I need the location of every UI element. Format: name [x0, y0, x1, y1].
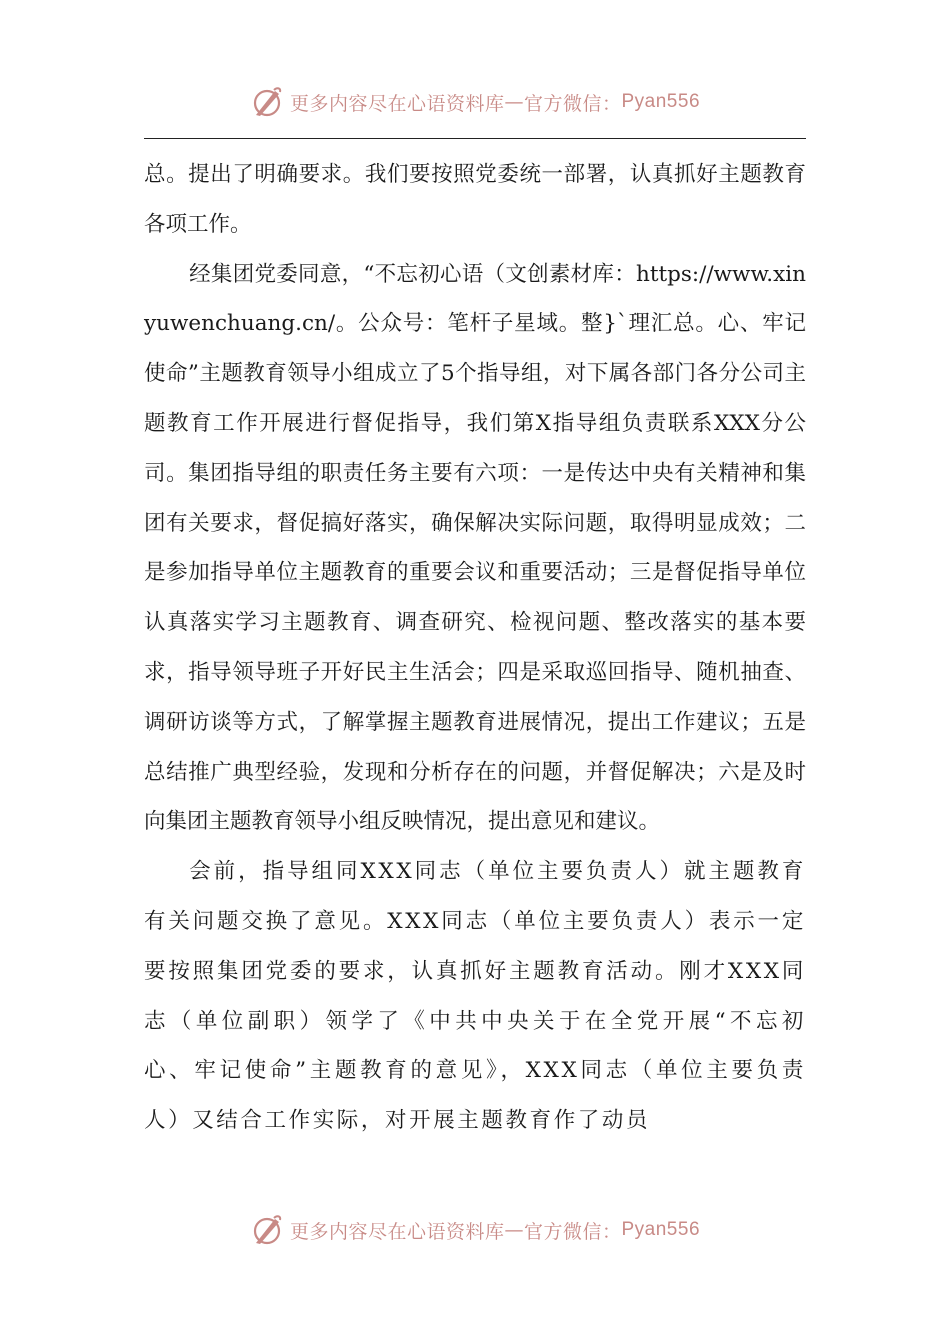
paragraph-1: 总。提出了明确要求。我们要按照党委统一部署，认真抓好主题教育各项工作。 — [144, 162, 806, 237]
banner-dash: — — [504, 91, 524, 113]
banner-dash: — — [504, 1219, 524, 1241]
banner-main-text: 更多内容尽在心语资料库 — [289, 92, 505, 115]
banner-main-text: 更多内容尽在心语资料库 — [289, 1220, 505, 1243]
header-divider — [144, 138, 806, 139]
header-banner — [0, 82, 950, 122]
banner-official-label: 官方微信： — [523, 92, 622, 115]
document-body — [144, 150, 806, 1146]
paragraph-2: 经集团党委同意，“不忘初心语（文创素材库：https://www.xinyuwenchuang.cn/。公众号：笔杆子星域。整}`理汇总。心、牢记使命”主题教育领导小组成立了5个指导组，对下属各部门各分公司主题教育工作开展进行督促指导，我们第X指导组负责联系XXX分公司。集团指导组的职责任务主要有六项：一是传达中央有关精神和集团有关要求，督促搞好落实，确保解决实际问题，取得明显成效；二是参加指导单位主题教育的重要会议和重要活动；三是督促指导单位认真落实学习主题教育、调查研究、检视问题、整改落实的基本要求，指导领导班子开好民主生活会；四是采取巡回指导、随机抽查、调研访谈等方式，了解掌握主题教育进展情况，提出工作建议；五是总结推广典型经验，发现和分析存在的问题，并督促解决；六是及时向集团主题教育领导小组反映情况，提出意见和建议。 — [144, 261, 806, 835]
banner-wechat-id: Pyan556 — [621, 91, 701, 112]
quill-circle-icon — [250, 85, 284, 119]
banner-wechat-id: Pyan556 — [621, 1219, 701, 1240]
banner-official-label: 官方微信： — [523, 1220, 622, 1243]
paragraph-3: 会前，指导组同XXX同志（单位主要负责人）就主题教育有关问题交换了意见。XXX同志（单位主要负责人）表示一定要按照集团党委的要求，认真抓好主题教育活动。刚才XXX同志（单位副职）领学了《中共中央关于在全党开展“不忘初心、牢记使命”主题教育的意见》，XXX同志（单位主要负责人）又结合工作实际，对开展主题教育作了动员 — [144, 859, 806, 1134]
quill-circle-icon — [250, 1213, 284, 1247]
footer-banner — [0, 1210, 950, 1250]
